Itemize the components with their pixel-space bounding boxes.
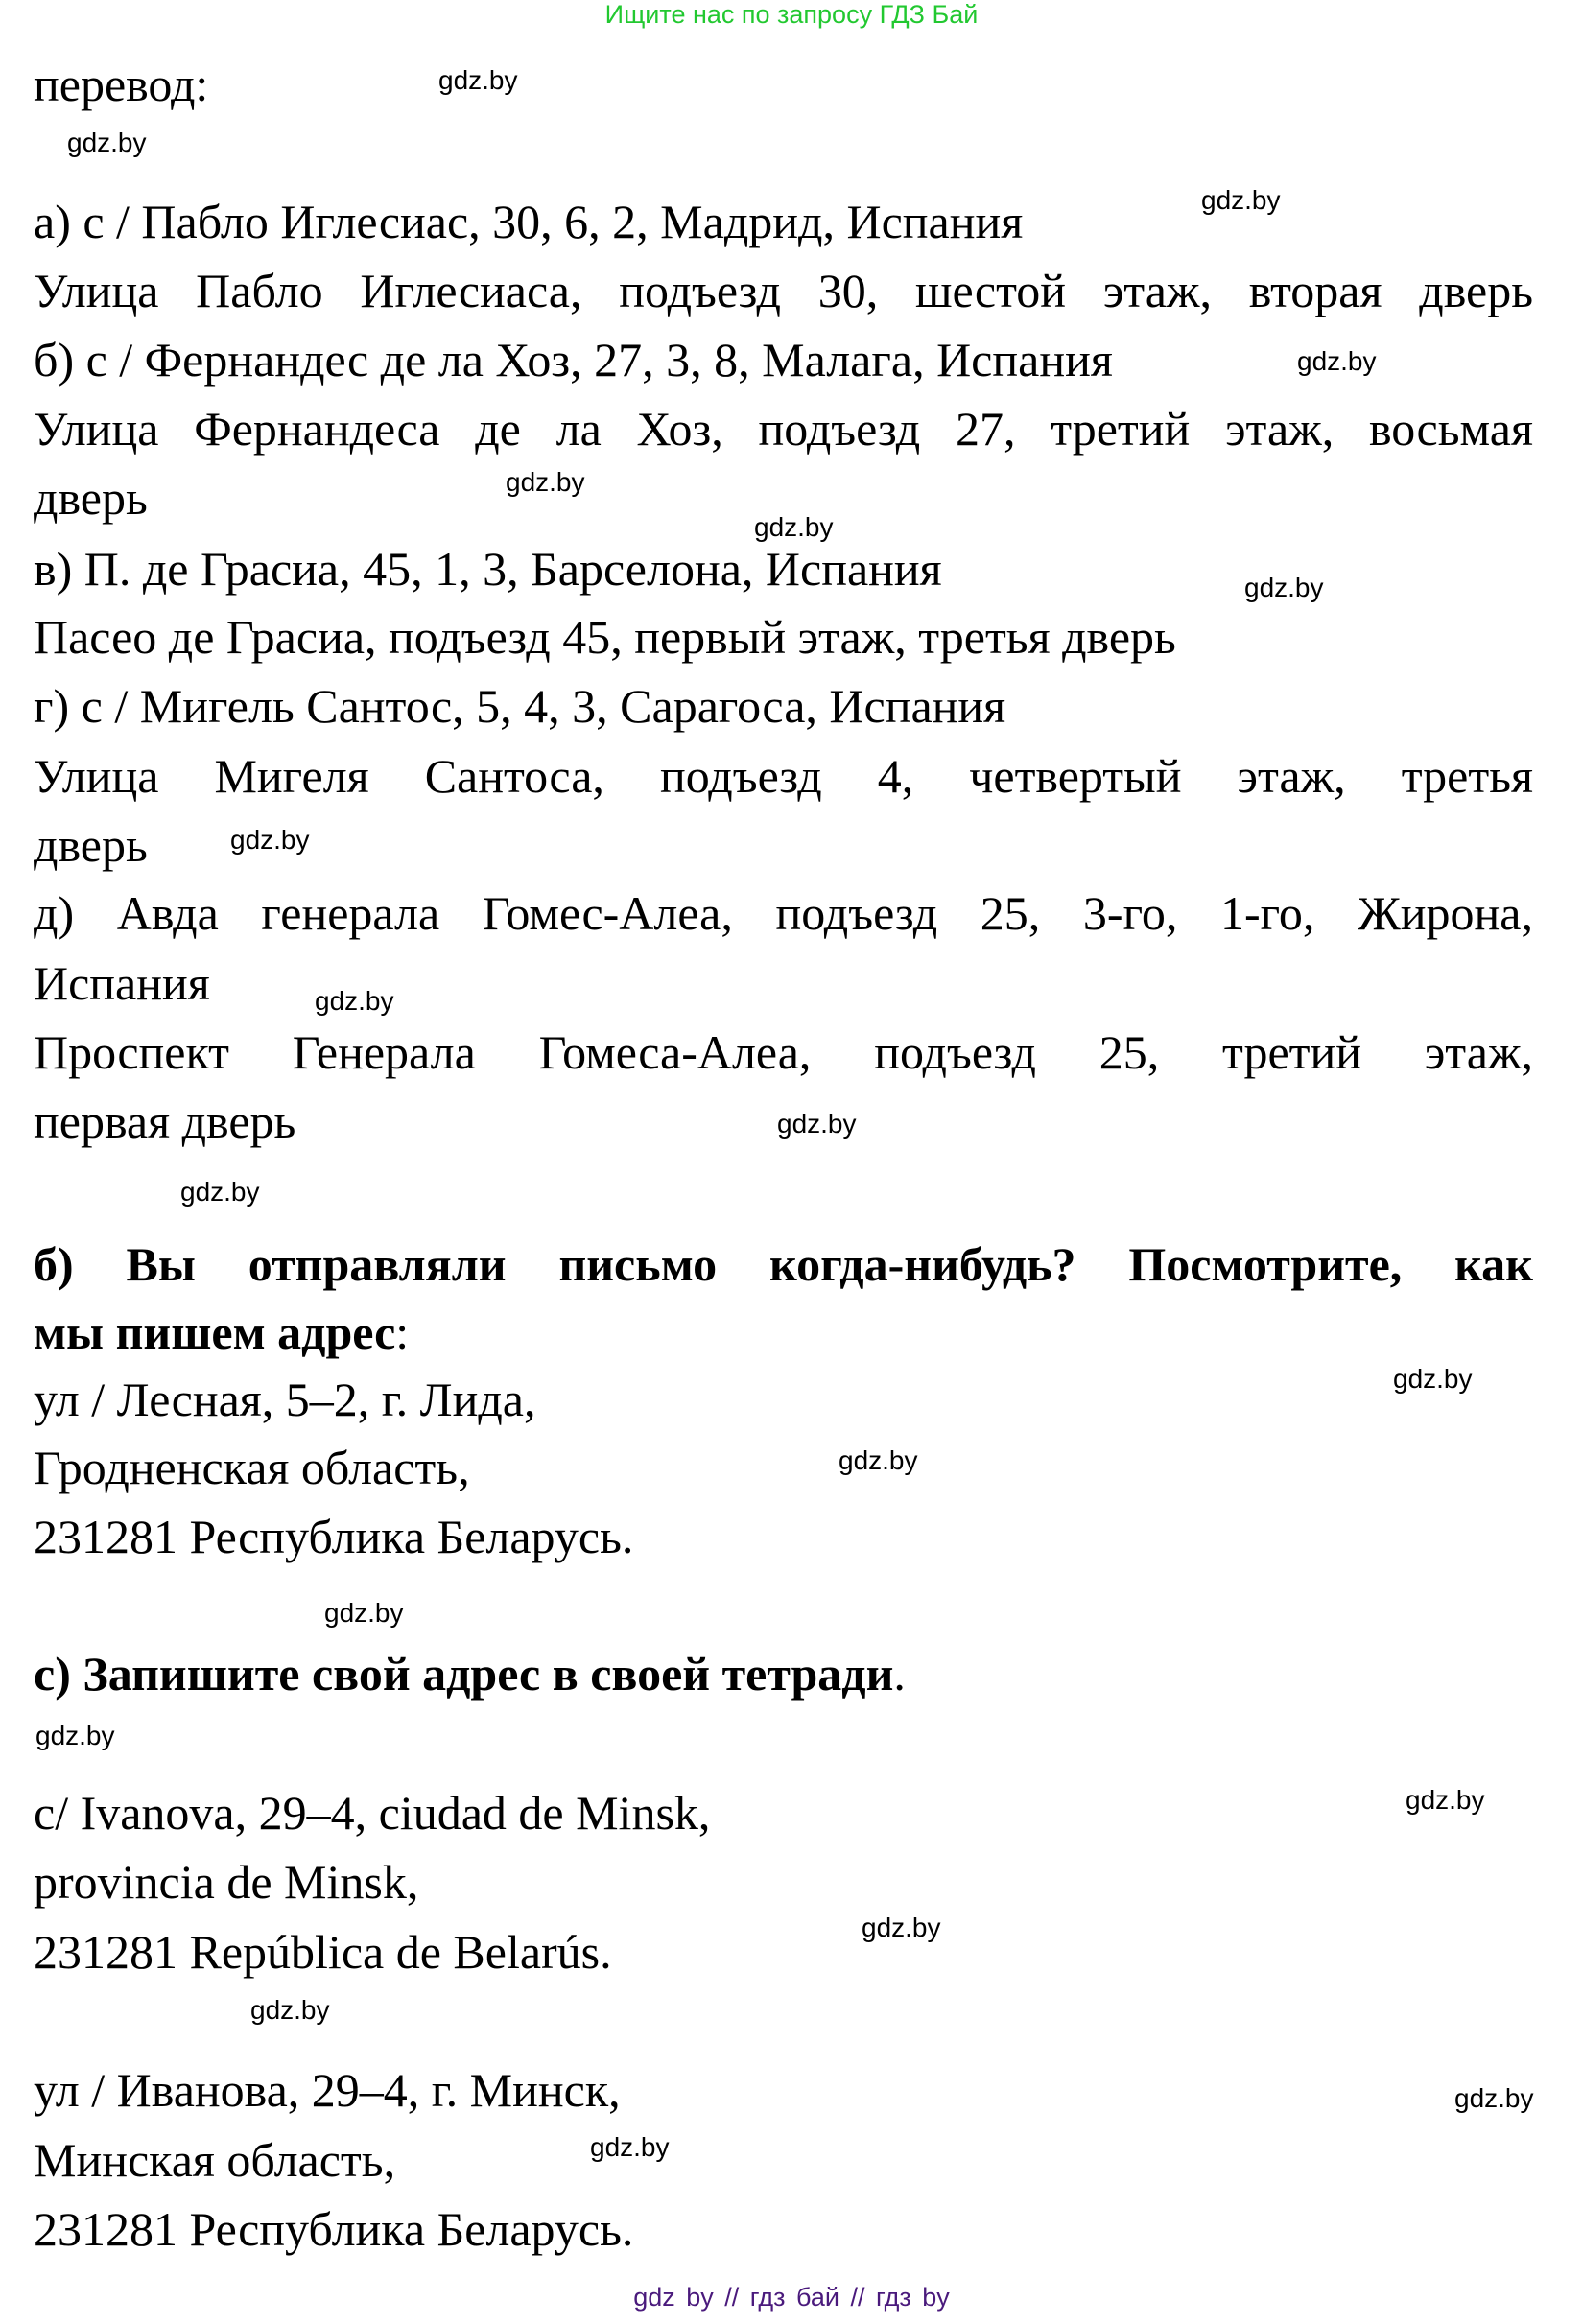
item-e-translation-line2: первая дверь	[34, 1094, 296, 1148]
watermark: gdz.by	[67, 128, 147, 157]
address-line: 231281 Республика Беларусь.	[34, 1510, 634, 1563]
item-a-translation: Улица Пабло Иглесиаса, подъезд 30, шестой этаж, вторая дверь	[34, 264, 1533, 317]
watermark: gdz.by	[1244, 573, 1324, 602]
address-es-line: provincia de Minsk,	[34, 1855, 419, 1909]
item-c-translation: Пасео де Грасиа, подъезд 45, первый этаж, третья дверь	[34, 610, 1176, 664]
watermark: gdz.by	[1201, 185, 1281, 215]
watermark: gdz.by	[230, 825, 310, 855]
watermark: gdz.by	[839, 1445, 918, 1475]
section-c-heading	[34, 1645, 906, 1702]
section-b-heading-line1: б) Вы отправляли письмо когда-нибудь? Посмотрите, как	[34, 1237, 1533, 1291]
watermark: gdz.by	[1393, 1364, 1473, 1394]
watermark: gdz.by	[250, 1995, 330, 2025]
watermark: gdz.by	[590, 2132, 670, 2162]
item-d-translation-line1: Улица Мигеля Сантоса, подъезд 4, четвертый этаж, третья	[34, 749, 1533, 803]
section-b-heading-line2	[34, 1303, 409, 1361]
item-b-label: б) с / Фернандес де ла Хоз, 27, 3, 8, Малага, Испания	[34, 333, 1113, 387]
section-b-heading-text: мы пишем адрес	[34, 1305, 396, 1359]
search-banner[interactable]: Ищите нас по запросу ГДЗ Бай	[604, 0, 979, 29]
watermark: gdz.by	[1297, 346, 1377, 376]
watermark: gdz.by	[315, 986, 394, 1016]
item-c-label: в) П. де Грасиа, 45, 1, 3, Барселона, Испания	[34, 542, 942, 596]
item-e-label-line1: д) Авда генерала Гомес-Алеа, подъезд 25, 3-го, 1-го, Жирона,	[34, 886, 1533, 940]
watermark: gdz.by	[754, 512, 834, 542]
footer-links[interactable]: gdz by // гдз бай // гдз by	[633, 2283, 950, 2312]
watermark: gdz.by	[506, 467, 585, 497]
watermark: gdz.by	[1454, 2083, 1534, 2113]
item-b-translation-line1: Улица Фернандеса де ла Хоз, подъезд 27, третий этаж, восьмая	[34, 402, 1533, 456]
item-a-label: а) с / Пабло Иглесиас, 30, 6, 2, Мадрид, Испания	[34, 195, 1024, 248]
watermark: gdz.by	[438, 65, 518, 95]
address-ru-line: Минская область,	[34, 2133, 396, 2187]
watermark: gdz.by	[35, 1721, 115, 1750]
watermark: gdz.by	[777, 1109, 857, 1139]
address-es-line: c/ Ivanova, 29–4, ciudad de Minsk,	[34, 1786, 711, 1840]
address-ru-line: 231281 Республика Беларусь.	[34, 2202, 634, 2256]
watermark: gdz.by	[180, 1177, 260, 1207]
section-c-heading-period: .	[893, 1647, 906, 1701]
section-title: перевод:	[34, 58, 209, 111]
watermark: gdz.by	[1406, 1785, 1485, 1815]
watermark: gdz.by	[324, 1598, 404, 1628]
section-c-heading-text: с) Запишите свой адрес в своей тетради	[34, 1647, 894, 1701]
item-b-translation-line2: дверь	[34, 471, 148, 525]
address-es-line: 231281 República de Belarús.	[34, 1925, 612, 1979]
item-e-label-line2: Испания	[34, 956, 210, 1010]
address-ru-line: ул / Иванова, 29–4, г. Минск,	[34, 2063, 621, 2117]
item-d-label: г) с / Мигель Сантос, 5, 4, 3, Сарагоса, Испания	[34, 679, 1006, 733]
item-e-translation-line1: Проспект Генерала Гомеса-Алеа, подъезд 25, третий этаж,	[34, 1025, 1533, 1079]
watermark: gdz.by	[862, 1913, 941, 1942]
item-d-translation-line2: дверь	[34, 818, 148, 872]
section-b-heading-colon: :	[395, 1305, 410, 1359]
address-line: ул / Лесная, 5–2, г. Лида,	[34, 1373, 536, 1426]
address-line: Гродненская область,	[34, 1441, 470, 1494]
